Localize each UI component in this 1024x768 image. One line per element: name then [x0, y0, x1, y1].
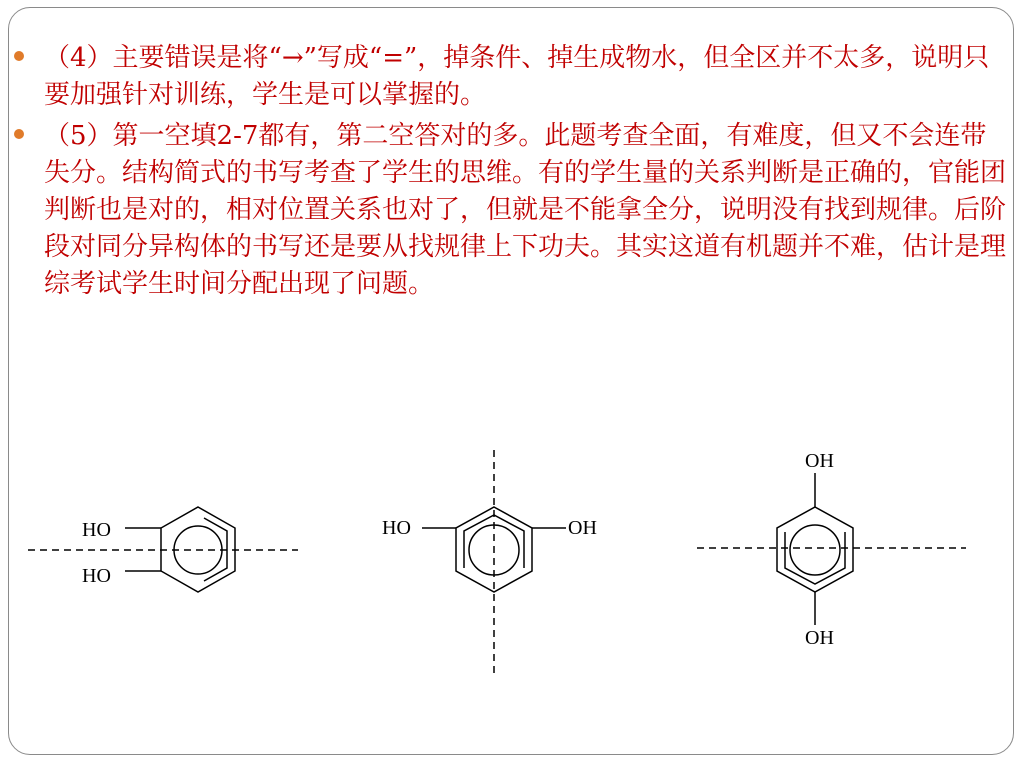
aromatic-circle — [790, 525, 840, 575]
benzene-ring — [777, 507, 853, 592]
label-ho-top: HO — [82, 519, 111, 541]
structure-resorcinol — [422, 450, 566, 676]
label-ho-bottom: HO — [82, 565, 111, 587]
label-oh-right: OH — [568, 517, 597, 539]
bullet-text-4: （4）主要错误是将“→”写成“=”，掉条件、掉生成物水，但全区并不太多，说明只要加强针对训练，学生是可以掌握的。 — [44, 43, 990, 110]
label-oh-bottom: OH — [805, 627, 834, 649]
inner-bond-line — [785, 532, 845, 584]
bullet-text-5: （5）第一空填2-7都有，第二空答对的多。此题考查全面，有难度，但又不会连带失分。结构简式的书写考查了学生的思维。有的学生量的关系判断是正确的，官能团判断也是对的，相对位置关系也对了，但就是不能拿全分，说明没有找到规律。后阶段对同分异构体的书写还是要从找规律上下功夫。其实这道有机题并不难，估计是理综考试学生时间分配出现了问题。 — [44, 121, 1007, 299]
label-oh-top: OH — [805, 450, 834, 472]
structure-catechol — [28, 507, 298, 592]
label-ho-left: HO — [382, 517, 411, 539]
structure-hydroquinone — [697, 473, 966, 625]
